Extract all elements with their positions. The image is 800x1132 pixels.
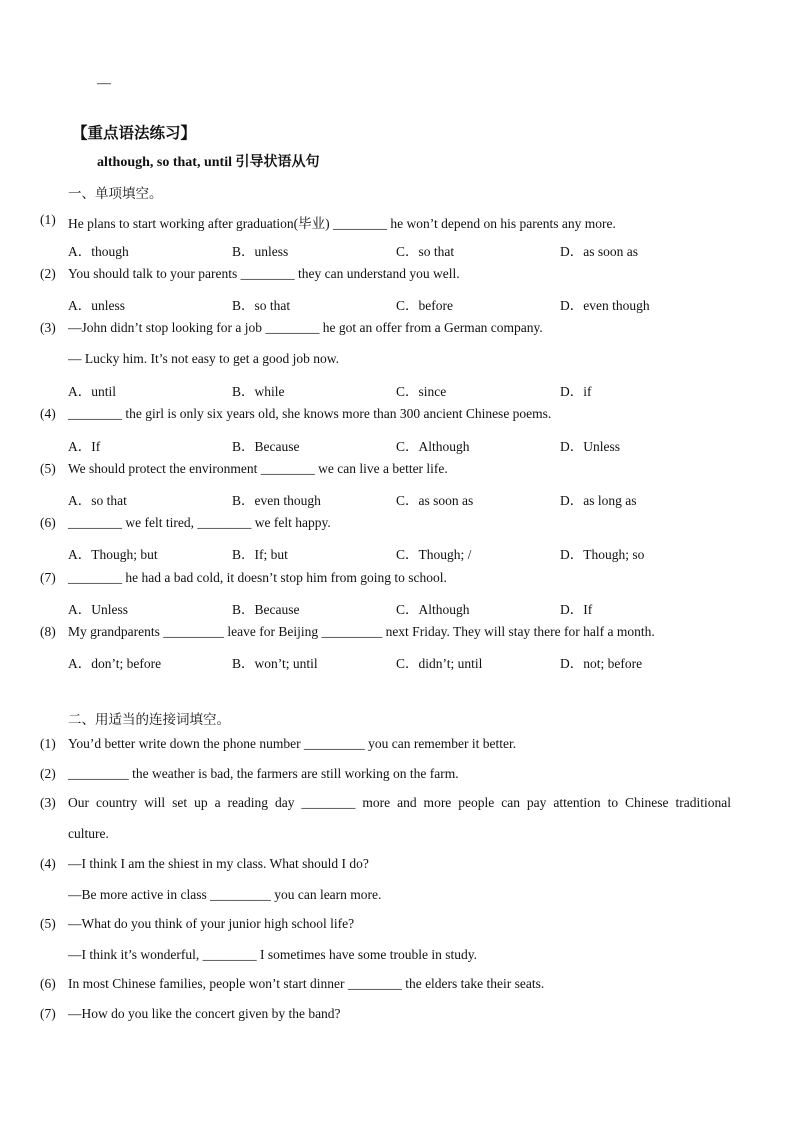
question-text: We should protect the environment ________ we can live a better life.	[68, 461, 448, 476]
option-b: B．unless	[232, 244, 289, 259]
option-c: C．before	[396, 298, 453, 313]
question-number: (4)	[40, 406, 56, 421]
option-d: D．Though; so	[560, 547, 645, 562]
question-number: (5)	[40, 461, 56, 476]
question-text: culture.	[68, 826, 109, 841]
option-a: A．so that	[68, 493, 127, 508]
question-text: _________ the weather is bad, the farmers are still working on the farm.	[68, 766, 459, 781]
header-dash: —	[97, 76, 111, 91]
question-text: —I think it’s wonderful, ________ I sometimes have some trouble in study.	[68, 947, 477, 962]
option-b: B．Because	[232, 602, 300, 617]
question-number: (7)	[40, 570, 56, 585]
question-text: Our country will set up a reading day ________ more and more people can pay attention to Chinese traditional	[68, 795, 731, 810]
option-b: B．so that	[232, 298, 291, 313]
question-text: ________ he had a bad cold, it doesn’t stop him from going to school.	[68, 570, 447, 585]
question-number: (6)	[40, 515, 56, 530]
option-a: A．If	[68, 439, 101, 454]
option-b: B．while	[232, 384, 285, 399]
question-number: (8)	[40, 624, 56, 639]
option-c: C．Although	[396, 602, 470, 617]
question-number: (4)	[40, 856, 56, 871]
option-b: B．If; but	[232, 547, 288, 562]
option-a: A．unless	[68, 298, 125, 313]
question-text: —Be more active in class _________ you can learn more.	[68, 887, 382, 902]
question-number: (6)	[40, 976, 56, 991]
question-text: — Lucky him. It’s not easy to get a good job now.	[68, 351, 339, 366]
option-a: A．Unless	[68, 602, 128, 617]
option-d: D．even though	[560, 298, 650, 313]
question-text: He plans to start working after graduation(毕业) ________ he won’t depend on his parents any more.	[68, 216, 616, 231]
question-number: (1)	[40, 736, 56, 751]
option-b: B．Because	[232, 439, 300, 454]
question-text: My grandparents _________ leave for Beijing _________ next Friday. They will stay there for half a month.	[68, 624, 655, 639]
question-number: (1)	[40, 212, 56, 227]
option-d: D．not; before	[560, 656, 643, 671]
question-text: You should talk to your parents ________ they can understand you well.	[68, 266, 460, 281]
question-number: (7)	[40, 1006, 56, 1021]
option-c: C．so that	[396, 244, 455, 259]
part2-title: 二、用适当的连接词填空。	[68, 712, 230, 727]
option-d: D．if	[560, 384, 592, 399]
option-d: D．Unless	[560, 439, 620, 454]
option-c: C．Although	[396, 439, 470, 454]
option-a: A．though	[68, 244, 129, 259]
question-number: (5)	[40, 916, 56, 931]
option-c: C．Though; /	[396, 547, 472, 562]
question-number: (3)	[40, 320, 56, 335]
option-c: C．since	[396, 384, 447, 399]
question-text: You’d better write down the phone number _________ you can remember it better.	[68, 736, 517, 751]
option-d: D．If	[560, 602, 593, 617]
grammar-subtitle: although, so that, until 引导状语从句	[97, 155, 320, 170]
option-a: A．don’t; before	[68, 656, 162, 671]
part1-title: 一、单项填空。	[68, 186, 163, 201]
question-number: (3)	[40, 795, 56, 810]
option-b: B．won’t; until	[232, 656, 318, 671]
question-text: —How do you like the concert given by the band?	[68, 1006, 341, 1021]
option-d: D．as long as	[560, 493, 637, 508]
question-number: (2)	[40, 766, 56, 781]
question-text: —John didn’t stop looking for a job ________ he got an offer from a German company.	[68, 320, 543, 335]
option-c: C．as soon as	[396, 493, 474, 508]
question-text: ________ the girl is only six years old, she knows more than 300 ancient Chinese poems.	[68, 406, 552, 421]
question-text: —What do you think of your junior high school life?	[68, 916, 355, 931]
option-a: A．Though; but	[68, 547, 158, 562]
question-text: In most Chinese families, people won’t start dinner ________ the elders take their seats.	[68, 976, 545, 991]
question-number: (2)	[40, 266, 56, 281]
question-text: —I think I am the shiest in my class. What should I do?	[68, 856, 369, 871]
option-d: D．as soon as	[560, 244, 638, 259]
option-b: B．even though	[232, 493, 321, 508]
section-title: 【重点语法练习】	[72, 125, 197, 142]
option-c: C．didn’t; until	[396, 656, 483, 671]
question-text: ________ we felt tired, ________ we felt happy.	[68, 515, 331, 530]
option-a: A．until	[68, 384, 117, 399]
